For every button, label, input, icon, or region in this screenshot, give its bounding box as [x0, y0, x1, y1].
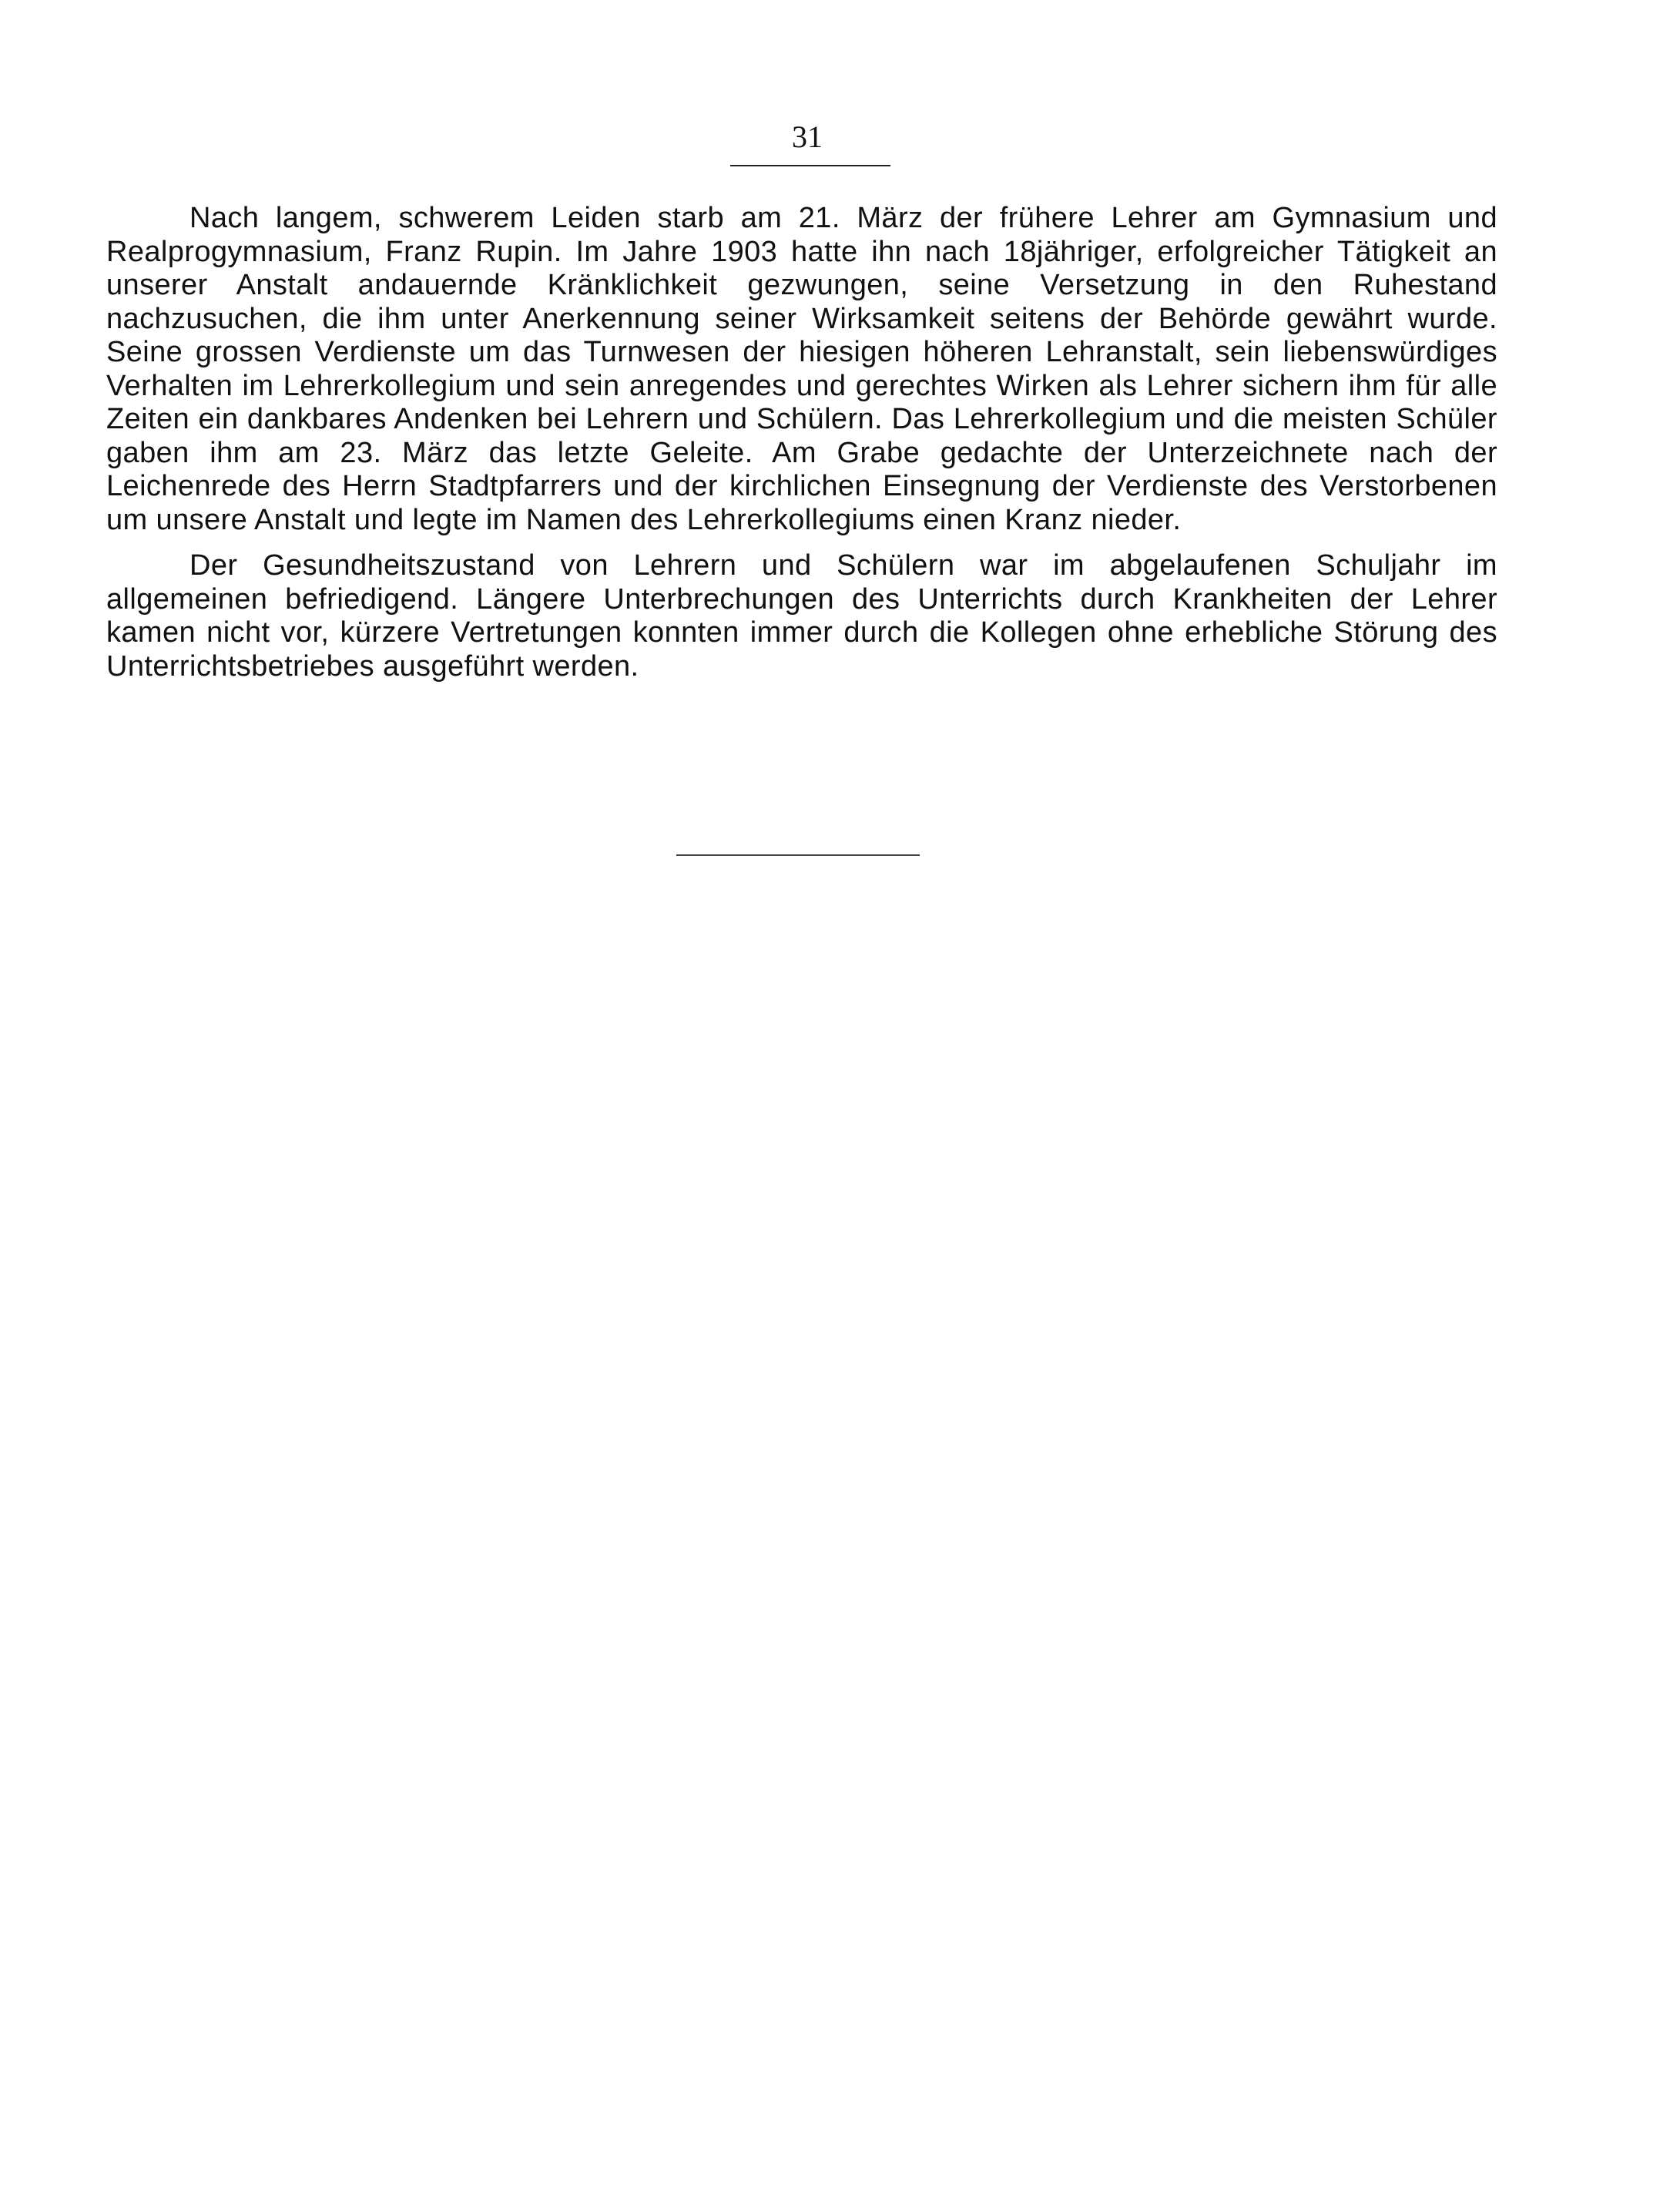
paragraph-obituary: Nach langem, schwerem Leiden starb am 21. März der frühere Lehrer am Gymnasium und Realprogymnasium, Franz Rupin. Im Jahre 1903 hatte ihn nach 18jähriger, erfolgreicher Tätigkeit an unserer Anstalt andauernde Kränklichkeit gezwungen, seine Versetzung in den Ruhestand nachzusuchen, die ihm unter Anerkennung seiner Wirksamkeit seitens der Behörde gewährt wurde. Seine grossen Verdienste um das Turnwesen der hiesigen höheren Lehranstalt, sein liebenswürdiges Verhalten im Lehrerkollegium und sein anregendes und gerechtes Wirken als Lehrer sichern ihm für alle Zeiten ein dankbares Andenken bei Lehrern und Schülern. Das Lehrerkollegium und die meisten Schüler gaben ihm am 23. März das letzte Geleite. Am Grabe gedachte der Unterzeichnete nach der Leichenrede des Herrn Stadtpfarrers und der kirchlichen Einsegnung der Verdienste des Verstorbenen um unsere Anstalt und legte im Namen des Lehrerkollegiums einen Kranz nieder. [106, 202, 1497, 536]
page-number: 31 [792, 119, 823, 154]
section-end-rule [676, 854, 920, 856]
page-number-rule [730, 165, 890, 166]
body-text [106, 202, 1497, 683]
paragraph-health: Der Gesundheitszustand von Lehrern und Schülern war im abgelaufenen Schuljahr im allgemeinen befriedigend. Längere Unterbrechungen des Unterrichts durch Krankheiten der Lehrer kamen nicht vor, kürzere Vertretungen konnten immer durch die Kollegen ohne erhebliche Störung des Unterrichtsbetriebes ausgeführt werden. [106, 549, 1497, 683]
